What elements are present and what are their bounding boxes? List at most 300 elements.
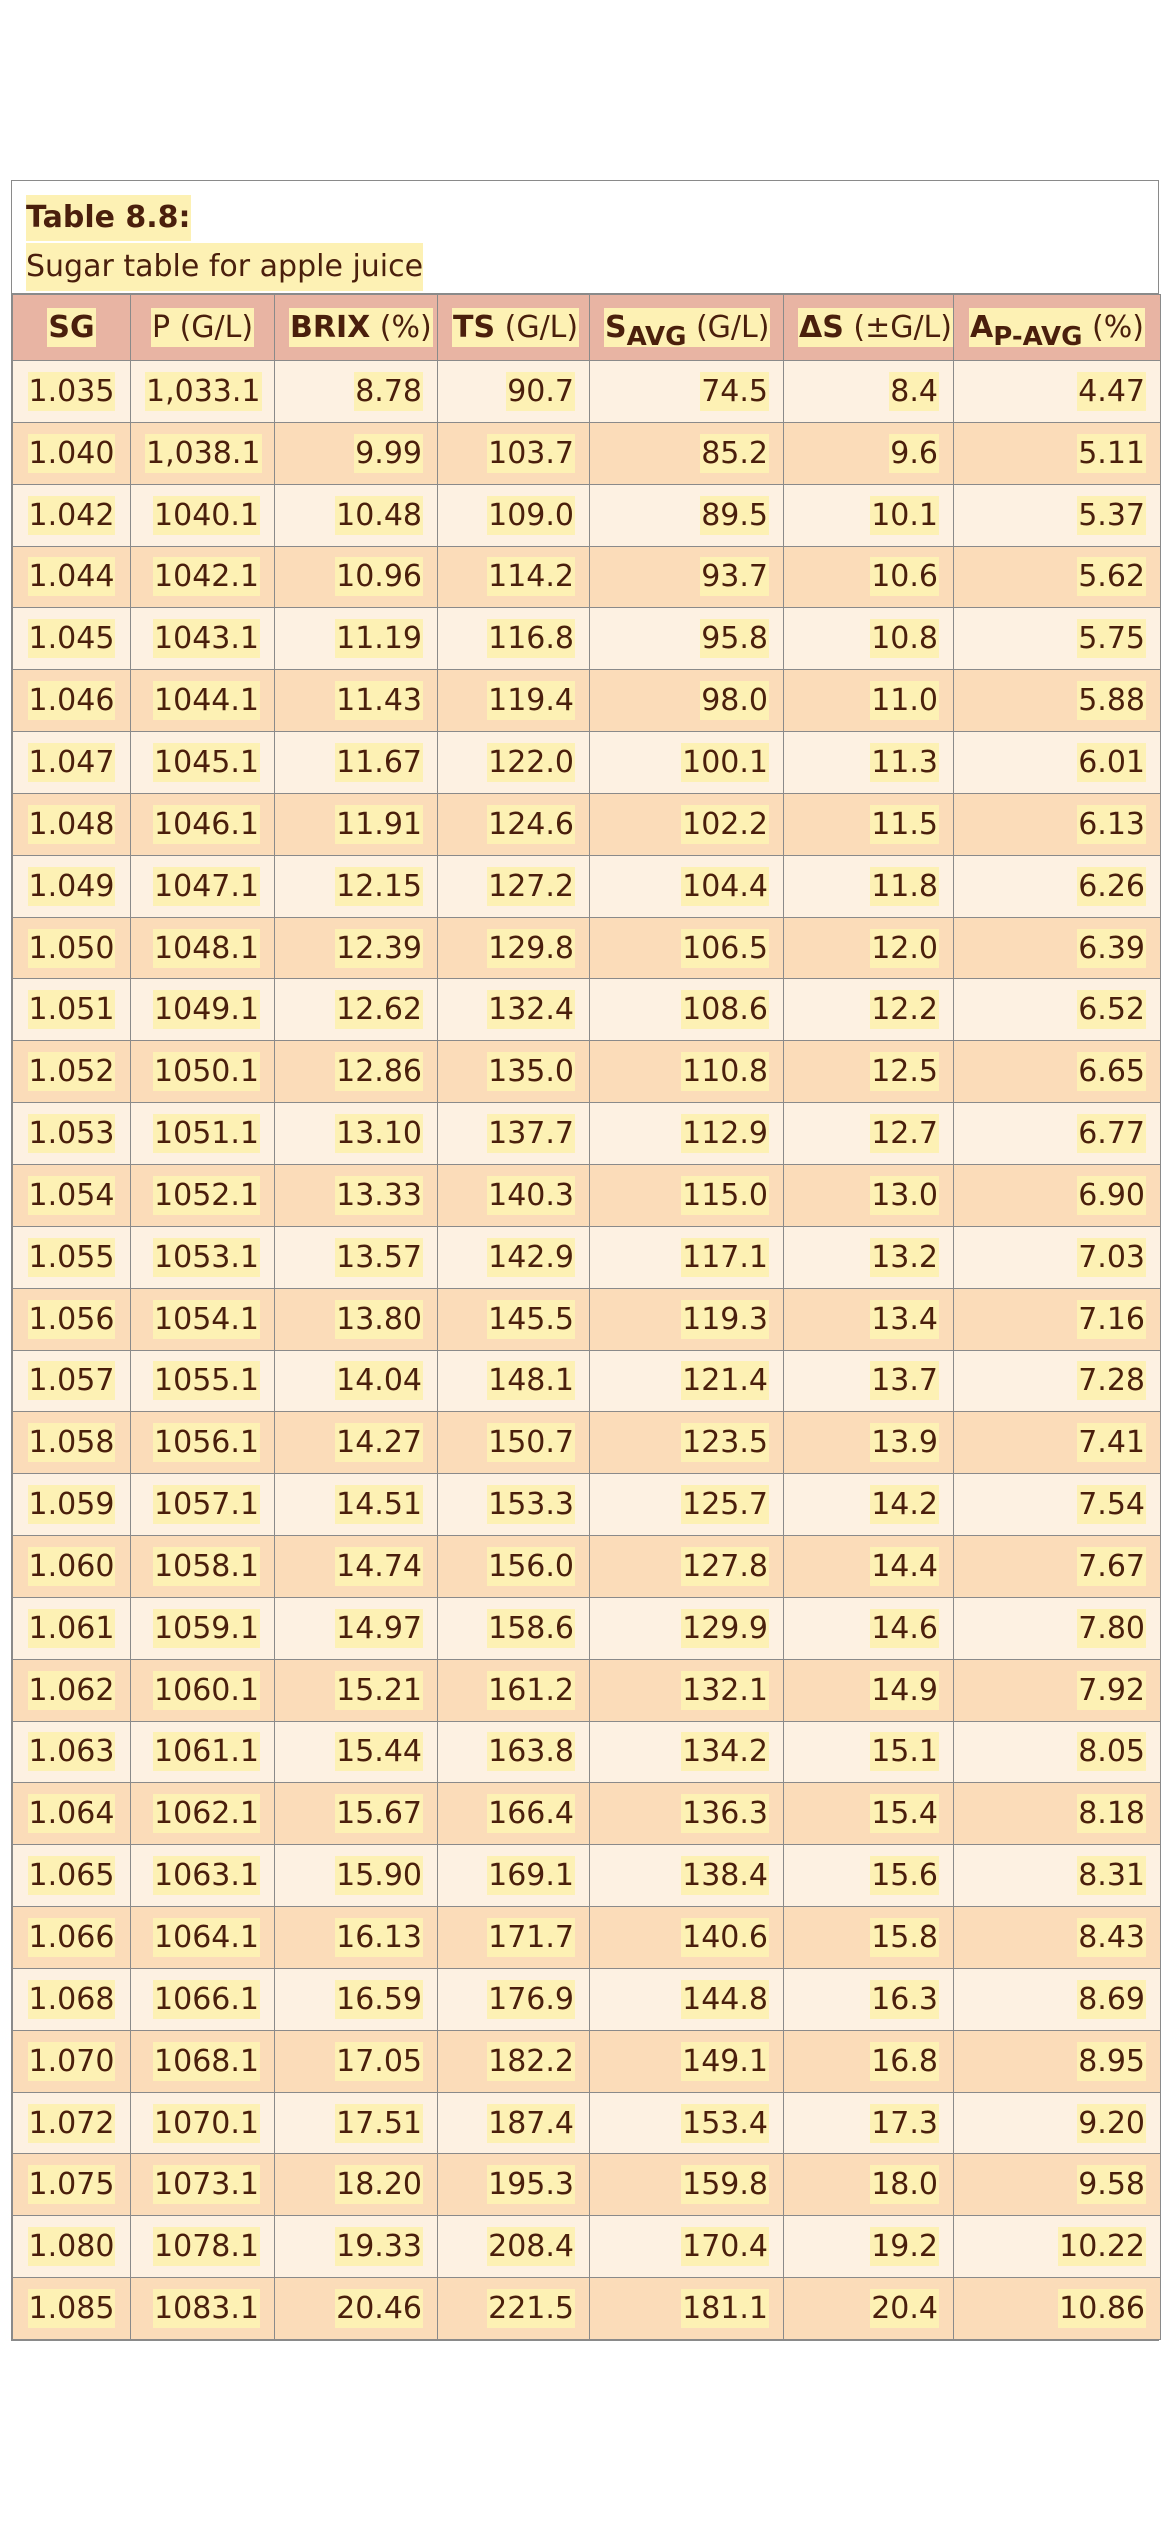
cell-value: 12.5: [871, 1054, 938, 1090]
table-cell-a-p-avg: [954, 855, 1161, 917]
cell-value: 149.1: [682, 2043, 768, 2079]
table-cell-s-avg: [590, 361, 784, 423]
cell-value: 1066.1: [154, 1981, 259, 2017]
table-cell-delta-s: [784, 1968, 954, 2030]
table-cell-a-p-avg: [954, 1412, 1161, 1474]
cell-value: 1.064: [28, 1796, 115, 1832]
cell-value: 98.0: [701, 683, 768, 719]
column-header-symbol: BRIX: [290, 310, 371, 345]
table-cell-s-avg: [590, 2092, 784, 2154]
table-cell-ts: [438, 1536, 590, 1598]
cell-value: 156.0: [488, 1548, 574, 1584]
cell-value: 93.7: [701, 559, 768, 595]
table-cell-p: [131, 1164, 275, 1226]
cell-value: 153.4: [682, 2105, 768, 2141]
table-cell-brix: [275, 1597, 438, 1659]
cell-value: 11.8: [871, 868, 938, 904]
cell-value: 187.4: [488, 2105, 574, 2141]
table-row: [13, 1226, 1161, 1288]
cell-value: 1.080: [28, 2229, 115, 2265]
cell-value: 1.062: [28, 1672, 115, 1708]
cell-value: 11.91: [336, 806, 422, 842]
table-cell-s-avg: [590, 546, 784, 608]
cell-value: 1050.1: [154, 1054, 259, 1090]
cell-value: 15.44: [336, 1734, 422, 1770]
cell-value: 109.0: [488, 497, 574, 533]
cell-value: 5.11: [1078, 435, 1145, 471]
table-cell-delta-s: [784, 1597, 954, 1659]
column-header-label: [969, 308, 1145, 352]
table-cell-ts: [438, 2154, 590, 2216]
table-cell-sg: [13, 1350, 131, 1412]
table-cell-sg: [13, 422, 131, 484]
cell-value: 163.8: [488, 1734, 574, 1770]
table-cell-ts: [438, 1103, 590, 1165]
table-row: [13, 1659, 1161, 1721]
cell-value: 208.4: [488, 2229, 574, 2265]
table-cell-sg: [13, 2154, 131, 2216]
cell-value: 4.47: [1078, 373, 1145, 409]
sugar-table-container: [11, 180, 1159, 2341]
table-cell-delta-s: [784, 917, 954, 979]
cell-value: 1049.1: [154, 992, 259, 1028]
cell-value: 1.059: [28, 1487, 115, 1523]
table-cell-s-avg: [590, 1659, 784, 1721]
cell-value: 1.051: [28, 992, 115, 1028]
cell-value: 1.063: [28, 1734, 115, 1770]
table-cell-brix: [275, 2278, 438, 2340]
table-cell-p: [131, 1845, 275, 1907]
cell-value: 14.51: [336, 1487, 422, 1523]
table-cell-s-avg: [590, 1288, 784, 1350]
table-cell-s-avg: [590, 1041, 784, 1103]
cell-value: 148.1: [488, 1363, 574, 1399]
cell-value: 1.052: [28, 1054, 115, 1090]
column-header-unit: P (G/L): [151, 310, 254, 345]
table-cell-brix: [275, 1226, 438, 1288]
table-cell-s-avg: [590, 1783, 784, 1845]
cell-value: 9.58: [1078, 2167, 1145, 2203]
cell-value: 1.060: [28, 1548, 115, 1584]
cell-value: 158.6: [488, 1610, 574, 1646]
cell-value: 10.8: [871, 621, 938, 657]
table-cell-a-p-avg: [954, 793, 1161, 855]
table-cell-brix: [275, 2154, 438, 2216]
table-cell-ts: [438, 2278, 590, 2340]
table-cell-s-avg: [590, 793, 784, 855]
table-row: [13, 732, 1161, 794]
table-cell-delta-s: [784, 793, 954, 855]
cell-value: 181.1: [682, 2291, 768, 2327]
table-cell-ts: [438, 484, 590, 546]
table-cell-delta-s: [784, 1350, 954, 1412]
table-cell-delta-s: [784, 855, 954, 917]
table-cell-a-p-avg: [954, 546, 1161, 608]
cell-value: 16.59: [336, 1981, 422, 2017]
table-cell-s-avg: [590, 917, 784, 979]
cell-value: 8.18: [1078, 1796, 1145, 1832]
cell-value: 108.6: [682, 992, 768, 1028]
table-cell-delta-s: [784, 979, 954, 1041]
table-cell-s-avg: [590, 855, 784, 917]
table-cell-s-avg: [590, 608, 784, 670]
cell-value: 7.28: [1078, 1363, 1145, 1399]
table-cell-p: [131, 1412, 275, 1474]
cell-value: 16.8: [871, 2043, 938, 2079]
cell-value: 14.04: [336, 1363, 422, 1399]
cell-value: 12.39: [336, 930, 422, 966]
table-row: [13, 1597, 1161, 1659]
table-row: [13, 1783, 1161, 1845]
table-row: [13, 1412, 1161, 1474]
column-header-delta-s: [784, 295, 954, 361]
table-cell-p: [131, 1041, 275, 1103]
cell-value: 1052.1: [154, 1177, 259, 1213]
table-cell-sg: [13, 2278, 131, 2340]
cell-value: 12.62: [336, 992, 422, 1028]
table-cell-a-p-avg: [954, 1350, 1161, 1412]
table-cell-sg: [13, 1845, 131, 1907]
table-cell-ts: [438, 670, 590, 732]
column-header-symbol: A: [970, 310, 994, 345]
table-row: [13, 2216, 1161, 2278]
table-cell-delta-s: [784, 670, 954, 732]
cell-value: 7.03: [1078, 1239, 1145, 1275]
cell-value: 1068.1: [154, 2043, 259, 2079]
table-cell-p: [131, 546, 275, 608]
cell-value: 7.16: [1078, 1301, 1145, 1337]
table-cell-p: [131, 1536, 275, 1598]
cell-value: 1051.1: [154, 1116, 259, 1152]
table-cell-brix: [275, 732, 438, 794]
table-cell-p: [131, 1783, 275, 1845]
cell-value: 11.19: [336, 621, 422, 657]
table-cell-p: [131, 2092, 275, 2154]
cell-value: 1.065: [28, 1858, 115, 1894]
table-cell-p: [131, 2278, 275, 2340]
table-cell-s-avg: [590, 2216, 784, 2278]
table-cell-brix: [275, 2030, 438, 2092]
table-cell-brix: [275, 1412, 438, 1474]
cell-value: 123.5: [682, 1425, 768, 1461]
table-cell-brix: [275, 1845, 438, 1907]
table-row: [13, 1536, 1161, 1598]
cell-value: 19.2: [871, 2229, 938, 2265]
cell-value: 1,033.1: [146, 373, 261, 409]
column-header-label: [47, 308, 95, 347]
table-cell-delta-s: [784, 732, 954, 794]
cell-value: 114.2: [488, 559, 574, 595]
table-cell-sg: [13, 546, 131, 608]
cell-value: 1.066: [28, 1920, 115, 1956]
table-cell-delta-s: [784, 422, 954, 484]
cell-value: 127.8: [682, 1548, 768, 1584]
cell-value: 171.7: [488, 1920, 574, 1956]
cell-value: 1046.1: [154, 806, 259, 842]
cell-value: 95.8: [701, 621, 768, 657]
column-header-label: [798, 308, 953, 347]
table-title: [26, 243, 1158, 291]
cell-value: 1056.1: [154, 1425, 259, 1461]
cell-value: 1063.1: [154, 1858, 259, 1894]
cell-value: 116.8: [488, 621, 574, 657]
table-cell-ts: [438, 2216, 590, 2278]
cell-value: 145.5: [488, 1301, 574, 1337]
table-cell-brix: [275, 2216, 438, 2278]
cell-value: 117.1: [682, 1239, 768, 1275]
table-row: [13, 1968, 1161, 2030]
cell-value: 14.97: [336, 1610, 422, 1646]
table-cell-brix: [275, 608, 438, 670]
cell-value: 10.22: [1059, 2229, 1145, 2265]
table-cell-delta-s: [784, 1288, 954, 1350]
header-row: [13, 295, 1161, 361]
table-cell-brix: [275, 1659, 438, 1721]
cell-value: 142.9: [488, 1239, 574, 1275]
table-cell-a-p-avg: [954, 979, 1161, 1041]
cell-value: 14.4: [871, 1548, 938, 1584]
cell-value: 125.7: [682, 1487, 768, 1523]
cell-value: 159.8: [682, 2167, 768, 2203]
cell-value: 134.2: [682, 1734, 768, 1770]
column-header-symbol: S: [605, 310, 627, 345]
cell-value: 7.41: [1078, 1425, 1145, 1461]
cell-value: 132.1: [682, 1672, 768, 1708]
table-cell-sg: [13, 2216, 131, 2278]
cell-value: 15.1: [871, 1734, 938, 1770]
cell-value: 1.055: [28, 1239, 115, 1275]
table-cell-a-p-avg: [954, 361, 1161, 423]
cell-value: 14.2: [871, 1487, 938, 1523]
table-cell-ts: [438, 1474, 590, 1536]
table-cell-s-avg: [590, 1412, 784, 1474]
column-header-label: [452, 308, 579, 347]
cell-value: 89.5: [701, 497, 768, 533]
table-header: [13, 295, 1161, 361]
table-cell-a-p-avg: [954, 1474, 1161, 1536]
cell-value: 138.4: [682, 1858, 768, 1894]
table-cell-sg: [13, 732, 131, 794]
table-cell-sg: [13, 1659, 131, 1721]
table-cell-sg: [13, 670, 131, 732]
table-number: [26, 195, 1158, 241]
cell-value: 1.045: [28, 621, 115, 657]
cell-value: 135.0: [488, 1054, 574, 1090]
table-cell-sg: [13, 917, 131, 979]
table-cell-brix: [275, 670, 438, 732]
cell-value: 1054.1: [154, 1301, 259, 1337]
cell-value: 1078.1: [154, 2229, 259, 2265]
cell-value: 1083.1: [154, 2291, 259, 2327]
table-cell-ts: [438, 1226, 590, 1288]
table-cell-brix: [275, 1968, 438, 2030]
cell-value: 121.4: [682, 1363, 768, 1399]
table-row: [13, 608, 1161, 670]
table-cell-sg: [13, 1474, 131, 1536]
cell-value: 100.1: [682, 744, 768, 780]
table-cell-brix: [275, 1288, 438, 1350]
table-cell-a-p-avg: [954, 1103, 1161, 1165]
cell-value: 12.15: [336, 868, 422, 904]
table-cell-p: [131, 1721, 275, 1783]
cell-value: 144.8: [682, 1981, 768, 2017]
cell-value: 17.05: [336, 2043, 422, 2079]
cell-value: 1064.1: [154, 1920, 259, 1956]
cell-value: 19.33: [336, 2229, 422, 2265]
table-cell-ts: [438, 1041, 590, 1103]
table-cell-delta-s: [784, 2216, 954, 2278]
table-cell-delta-s: [784, 2154, 954, 2216]
cell-value: 1.058: [28, 1425, 115, 1461]
column-header-label: [604, 308, 770, 352]
table-body: [13, 361, 1161, 2340]
table-cell-ts: [438, 1350, 590, 1412]
cell-value: 137.7: [488, 1116, 574, 1152]
table-cell-p: [131, 979, 275, 1041]
table-cell-s-avg: [590, 1474, 784, 1536]
cell-value: 1044.1: [154, 683, 259, 719]
cell-value: 1059.1: [154, 1610, 259, 1646]
table-cell-a-p-avg: [954, 1536, 1161, 1598]
table-cell-delta-s: [784, 484, 954, 546]
column-header-unit: (G/L): [495, 310, 579, 345]
cell-value: 6.52: [1078, 992, 1145, 1028]
table-cell-brix: [275, 1536, 438, 1598]
cell-value: 6.65: [1078, 1054, 1145, 1090]
table-cell-sg: [13, 1103, 131, 1165]
cell-value: 18.20: [336, 2167, 422, 2203]
table-cell-p: [131, 361, 275, 423]
cell-value: 115.0: [682, 1177, 768, 1213]
cell-value: 11.67: [336, 744, 422, 780]
cell-value: 11.43: [336, 683, 422, 719]
table-cell-ts: [438, 917, 590, 979]
table-row: [13, 1164, 1161, 1226]
table-cell-s-avg: [590, 1226, 784, 1288]
column-header-unit: (±G/L): [843, 310, 952, 345]
table-cell-ts: [438, 1721, 590, 1783]
table-cell-p: [131, 2216, 275, 2278]
table-cell-ts: [438, 1597, 590, 1659]
table-cell-sg: [13, 1968, 131, 2030]
cell-value: 119.4: [488, 683, 574, 719]
table-cell-s-avg: [590, 1845, 784, 1907]
cell-value: 129.9: [682, 1610, 768, 1646]
table-row: [13, 1474, 1161, 1536]
column-header-a-p-avg: [954, 295, 1161, 361]
table-cell-delta-s: [784, 2278, 954, 2340]
table-cell-a-p-avg: [954, 1845, 1161, 1907]
table-cell-ts: [438, 1845, 590, 1907]
table-cell-sg: [13, 2030, 131, 2092]
cell-value: 15.90: [336, 1858, 422, 1894]
table-cell-p: [131, 1597, 275, 1659]
table-cell-a-p-avg: [954, 1288, 1161, 1350]
cell-value: 5.62: [1078, 559, 1145, 595]
cell-value: 13.80: [336, 1301, 422, 1337]
table-cell-s-avg: [590, 1536, 784, 1598]
cell-value: 13.4: [871, 1301, 938, 1337]
table-cell-delta-s: [784, 1412, 954, 1474]
table-cell-brix: [275, 1721, 438, 1783]
table-cell-ts: [438, 422, 590, 484]
cell-value: 74.5: [701, 373, 768, 409]
cell-value: 11.0: [871, 683, 938, 719]
cell-value: 18.0: [871, 2167, 938, 2203]
cell-value: 1.056: [28, 1301, 115, 1337]
table-cell-a-p-avg: [954, 2154, 1161, 2216]
table-cell-ts: [438, 1164, 590, 1226]
cell-value: 13.57: [336, 1239, 422, 1275]
table-cell-delta-s: [784, 1226, 954, 1288]
cell-value: 1040.1: [154, 497, 259, 533]
table-cell-sg: [13, 1536, 131, 1598]
table-cell-p: [131, 1226, 275, 1288]
cell-value: 1.061: [28, 1610, 115, 1646]
table-cell-ts: [438, 1659, 590, 1721]
cell-value: 14.9: [871, 1672, 938, 1708]
cell-value: 12.2: [871, 992, 938, 1028]
table-cell-s-avg: [590, 1350, 784, 1412]
cell-value: 5.37: [1078, 497, 1145, 533]
cell-value: 15.67: [336, 1796, 422, 1832]
table-cell-ts: [438, 1412, 590, 1474]
cell-value: 140.3: [488, 1177, 574, 1213]
table-cell-brix: [275, 484, 438, 546]
cell-value: 6.39: [1078, 930, 1145, 966]
cell-value: 1053.1: [154, 1239, 259, 1275]
table-cell-p: [131, 1659, 275, 1721]
table-cell-ts: [438, 979, 590, 1041]
table-cell-brix: [275, 422, 438, 484]
table-cell-ts: [438, 855, 590, 917]
cell-value: 14.74: [336, 1548, 422, 1584]
cell-value: 10.6: [871, 559, 938, 595]
table-cell-ts: [438, 1783, 590, 1845]
table-cell-brix: [275, 546, 438, 608]
table-cell-delta-s: [784, 1659, 954, 1721]
cell-value: 17.51: [336, 2105, 422, 2141]
table-cell-ts: [438, 608, 590, 670]
table-row: [13, 2030, 1161, 2092]
table-row: [13, 361, 1161, 423]
cell-value: 1.053: [28, 1116, 115, 1152]
table-cell-sg: [13, 1226, 131, 1288]
table-row: [13, 1041, 1161, 1103]
table-cell-ts: [438, 2092, 590, 2154]
table-row: [13, 1350, 1161, 1412]
cell-value: 13.7: [871, 1363, 938, 1399]
cell-value: 13.0: [871, 1177, 938, 1213]
table-cell-ts: [438, 1907, 590, 1969]
table-cell-a-p-avg: [954, 608, 1161, 670]
cell-value: 119.3: [682, 1301, 768, 1337]
column-header-subscript: P-AVG: [993, 322, 1083, 352]
sugar-table: [12, 294, 1161, 2340]
table-cell-delta-s: [784, 1041, 954, 1103]
table-cell-ts: [438, 2030, 590, 2092]
table-cell-p: [131, 2154, 275, 2216]
cell-value: 7.54: [1078, 1487, 1145, 1523]
cell-value: 102.2: [682, 806, 768, 842]
table-cell-a-p-avg: [954, 2092, 1161, 2154]
table-cell-brix: [275, 1350, 438, 1412]
table-cell-s-avg: [590, 979, 784, 1041]
cell-value: 16.3: [871, 1981, 938, 2017]
table-cell-a-p-avg: [954, 1721, 1161, 1783]
table-cell-brix: [275, 1103, 438, 1165]
cell-value: 140.6: [682, 1920, 768, 1956]
